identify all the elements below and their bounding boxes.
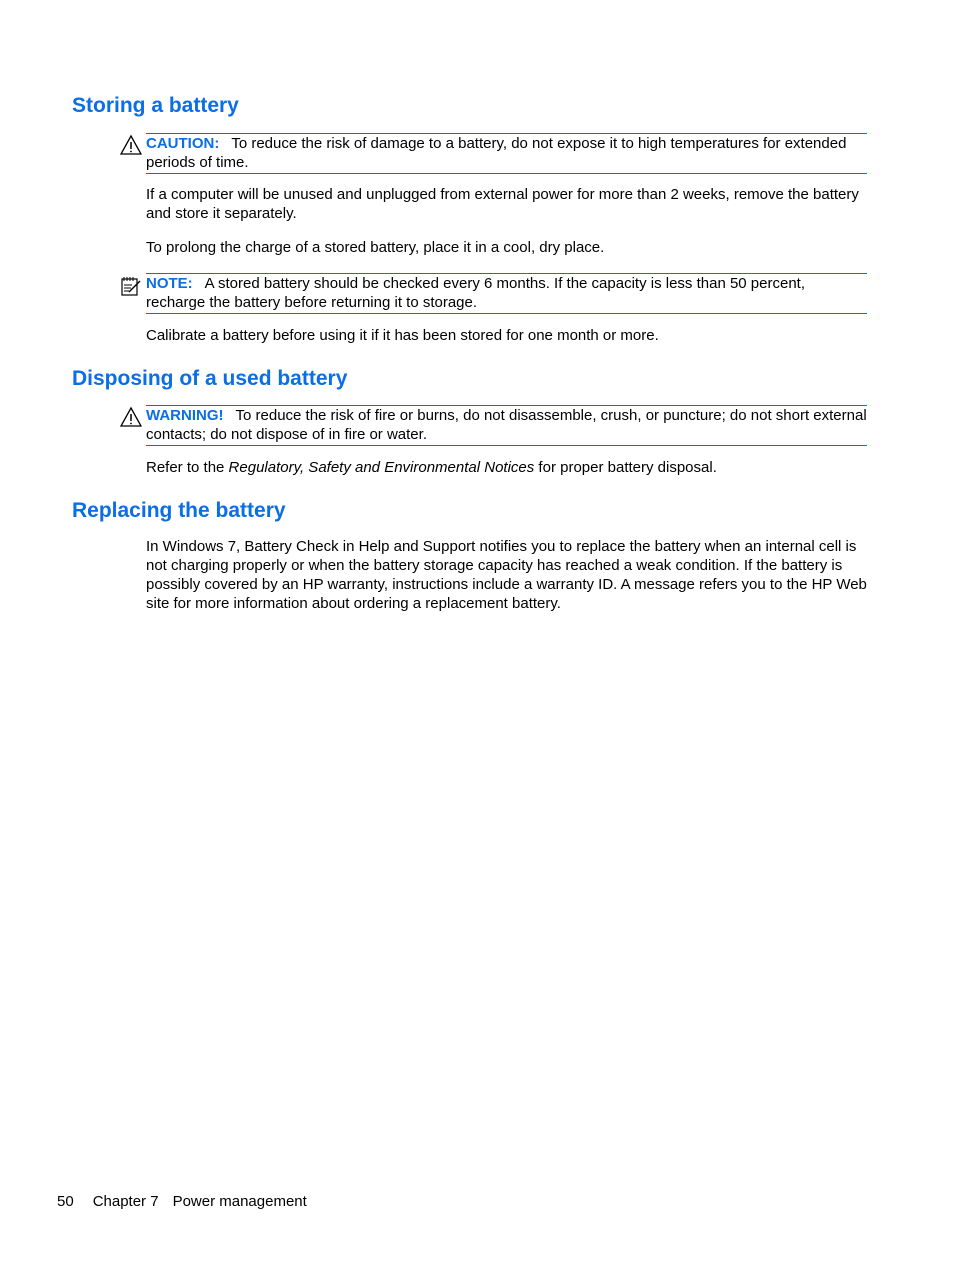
section-heading-replacing: Replacing the battery [72,499,286,522]
note-label: NOTE: [146,275,193,292]
paragraph-refer-notices [146,458,868,477]
refer-text-after: for proper battery disposal. [534,459,717,476]
paragraph-calibrate: Calibrate a battery before using it if it has been stored for one month or more. [146,327,659,344]
note-notice [146,273,867,314]
caution-text: To reduce the risk of damage to a battery, do not expose it to high temperatures for extended periods of time. [146,135,847,171]
paragraph-prolong-charge: To prolong the charge of a stored battery, place it in a cool, dry place. [146,239,605,256]
note-text: A stored battery should be checked every 6 months. If the capacity is less than 50 percent, recharge the battery before returning it to storage. [146,275,806,311]
warning-label: WARNING! [146,407,224,424]
page-footer [57,1192,307,1211]
footer-chapter-title: Power management [172,1193,307,1210]
footer-chapter: Chapter 7 [92,1193,159,1210]
section-heading-storing: Storing a battery [72,94,239,117]
regulatory-notices-title: Regulatory, Safety and Environmental Notices [228,459,535,476]
warning-notice [146,405,867,446]
warning-text: To reduce the risk of fire or burns, do not disassemble, crush, or puncture; do not short external contacts; do not dispose of in fire or water. [146,407,867,443]
note-pad-icon [120,275,142,297]
warning-triangle-icon [120,406,142,428]
refer-text-before: Refer to the [146,459,229,476]
section-heading-disposing: Disposing of a used battery [72,367,348,390]
caution-label: CAUTION: [146,135,220,152]
paragraph-unused-computer: If a computer will be unused and unplugged from external power for more than 2 weeks, remove the battery and store it separately. [146,186,859,222]
caution-triangle-icon [120,134,142,156]
caution-notice [146,133,867,174]
page-number: 50 [57,1193,74,1210]
paragraph-windows-battery-check: In Windows 7, Battery Check in Help and Support notifies you to replace the battery when an internal cell is not charging properly or when the battery storage capacity has reached a weak condition. If the battery is possibly covered by an HP warranty, instructions include a warranty ID. A message refers you to the HP Web site for more information about ordering a replacement battery. [146,538,867,612]
